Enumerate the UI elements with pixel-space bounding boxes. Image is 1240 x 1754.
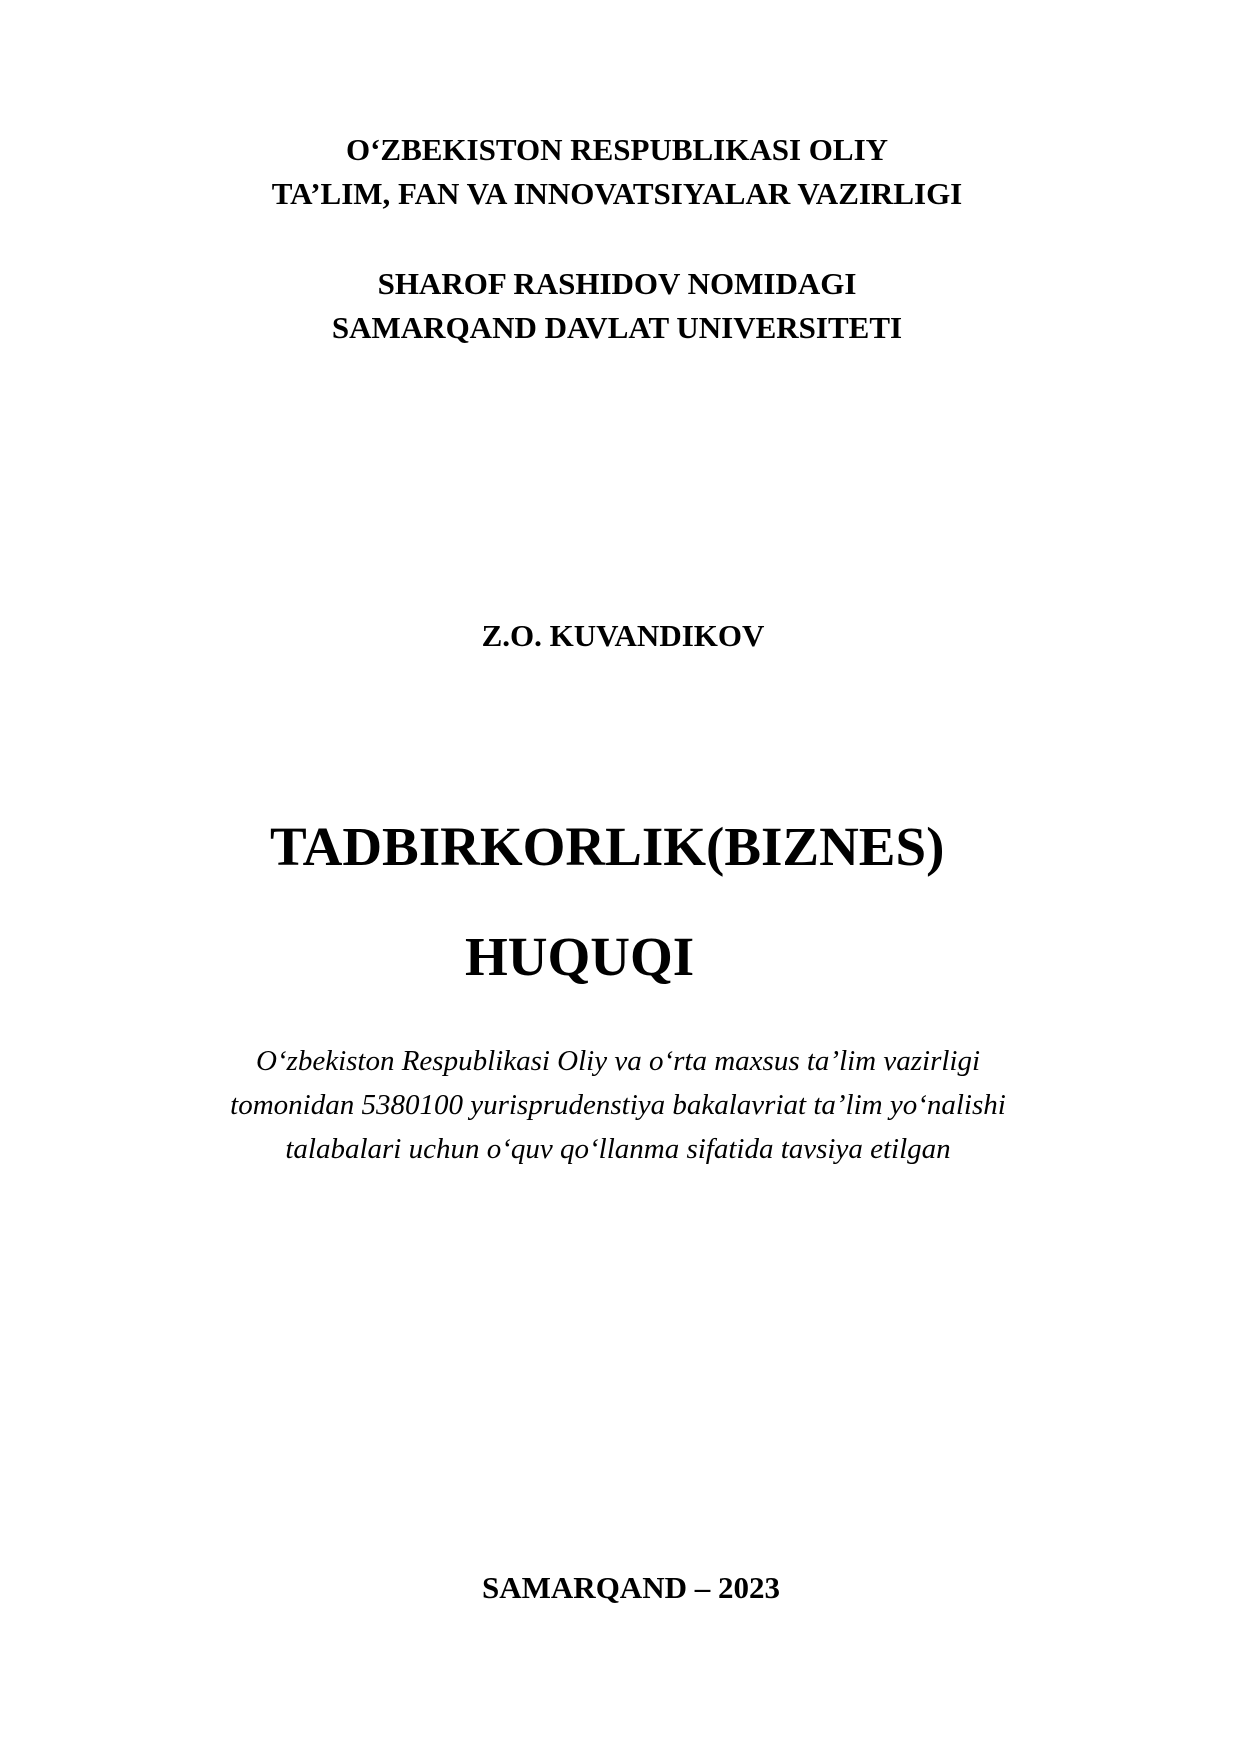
author-name: Z.O. KUVANDIKOV <box>481 618 765 653</box>
book-title-line-1: TADBIRKORLIK(BIZNES) <box>270 816 945 877</box>
university-line-1: SHAROF RASHIDOV NOMIDAGI <box>377 266 857 301</box>
recommendation-line-2: tomonidan 5380100 yurisprudenstiya bakalavriat ta’lim yo‘nalishi <box>230 1089 1006 1121</box>
book-title-line-2: HUQUQI <box>465 926 695 987</box>
ministry-line-2: TA’LIM, FAN VA INNOVATSIYALAR VAZIRLIGI <box>271 176 963 211</box>
place-and-year: SAMARQAND – 2023 <box>482 1570 780 1605</box>
university-name <box>0 262 1237 350</box>
recommendation-line-1: O‘zbekiston Respublikasi Oliy va o‘rta maxsus ta’lim vazirligi <box>255 1045 981 1077</box>
ministry-name <box>0 128 1237 216</box>
recommendation-note <box>0 1039 1238 1171</box>
ministry-line-1: O‘ZBEKISTON RESPUBLIKASI OLIY <box>345 132 889 167</box>
recommendation-line-3: talabalari uchun o‘quv qo‘llanma sifatida tavsiya etilgan <box>285 1133 951 1165</box>
university-line-2: SAMARQAND DAVLAT UNIVERSITETI <box>331 310 903 345</box>
